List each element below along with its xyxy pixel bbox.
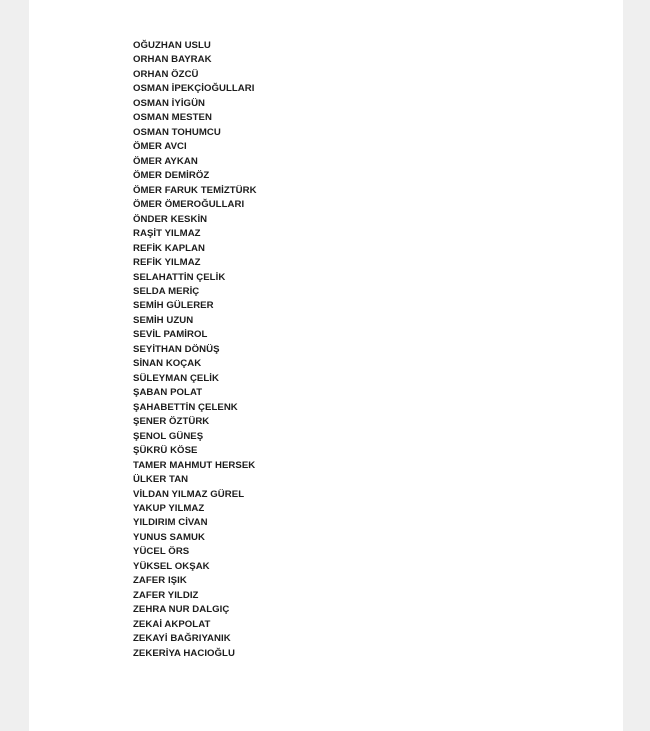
name-list-item: SELDA MERİÇ (133, 285, 200, 297)
name-list-item: ÜLKER TAN (133, 474, 189, 486)
document-page (29, 0, 623, 731)
name-list-item: SEYİTHAN DÖNÜŞ (133, 343, 220, 355)
name-list-item: ŞENER ÖZTÜRK (133, 416, 210, 428)
name-list-item: SEMİH GÜLERER (133, 300, 214, 312)
name-list-item: ŞAHABETTİN ÇELENK (133, 401, 238, 413)
name-list-item: ORHAN BAYRAK (133, 54, 212, 66)
name-list-item: YUNUS SAMUK (133, 531, 205, 543)
name-list-item: YÜCEL ÖRS (133, 546, 190, 558)
name-list-item: ÖMER AYKAN (133, 155, 198, 167)
name-list-item: ZAFER YILDIZ (133, 589, 199, 601)
name-list-item: YILDIRIM CİVAN (133, 517, 208, 529)
name-list-item: ZEKAYİ BAĞRIYANIK (133, 633, 231, 645)
name-list-item: YAKUP YILMAZ (133, 503, 205, 514)
name-list-item: ÖMER ÖMEROĞULLARI (133, 199, 245, 211)
name-list-item: OSMAN TOHUMCU (133, 126, 221, 138)
name-list-item: OSMAN İPEKÇİOĞULLARI (133, 83, 255, 95)
name-list-item: ZEKERİYA HACIOĞLU (133, 647, 235, 659)
name-list-item: ŞÜKRÜ KÖSE (133, 445, 198, 457)
name-list-item: TAMER MAHMUT HERSEK (133, 459, 256, 471)
name-list-item: REFİK YILMAZ (133, 257, 201, 269)
name-list-item: ŞENOL GÜNEŞ (133, 430, 204, 442)
name-list-item: ÖNDER KESKİN (133, 213, 208, 225)
name-list-item: VİLDAN YILMAZ GÜREL (133, 488, 245, 500)
name-list (133, 39, 257, 661)
name-list-item: OSMAN MESTEN (133, 112, 212, 124)
name-list-item: SEMİH UZUN (133, 314, 194, 326)
name-list-item: OSMAN İYİGÜN (133, 97, 206, 109)
name-list-item: RAŞİT YILMAZ (133, 228, 201, 240)
name-list-item: SİNAN KOÇAK (133, 358, 202, 370)
name-list-item: ORHAN ÖZCÜ (133, 68, 199, 80)
name-list-item: SELAHATTİN ÇELİK (133, 271, 226, 283)
name-list-item: YÜKSEL OKŞAK (133, 560, 210, 572)
name-list-item: ÖMER DEMİRÖZ (133, 170, 210, 182)
name-list-item: SEVİL PAMİROL (133, 329, 208, 341)
name-list-item: ZEKAİ AKPOLAT (133, 618, 211, 630)
name-list-item: OĞUZHAN USLU (133, 40, 211, 51)
name-list-item: ÖMER AVCI (133, 141, 187, 153)
name-list-item: ÖMER FARUK TEMİZTÜRK (133, 184, 257, 196)
name-list-item: ZEHRA NUR DALGIÇ (133, 604, 230, 616)
name-list-item: ŞABAN POLAT (133, 387, 203, 399)
name-list-item: REFİK KAPLAN (133, 242, 206, 254)
name-list-item: ZAFER IŞIK (133, 575, 187, 587)
name-list-item: SÜLEYMAN ÇELİK (133, 372, 219, 384)
